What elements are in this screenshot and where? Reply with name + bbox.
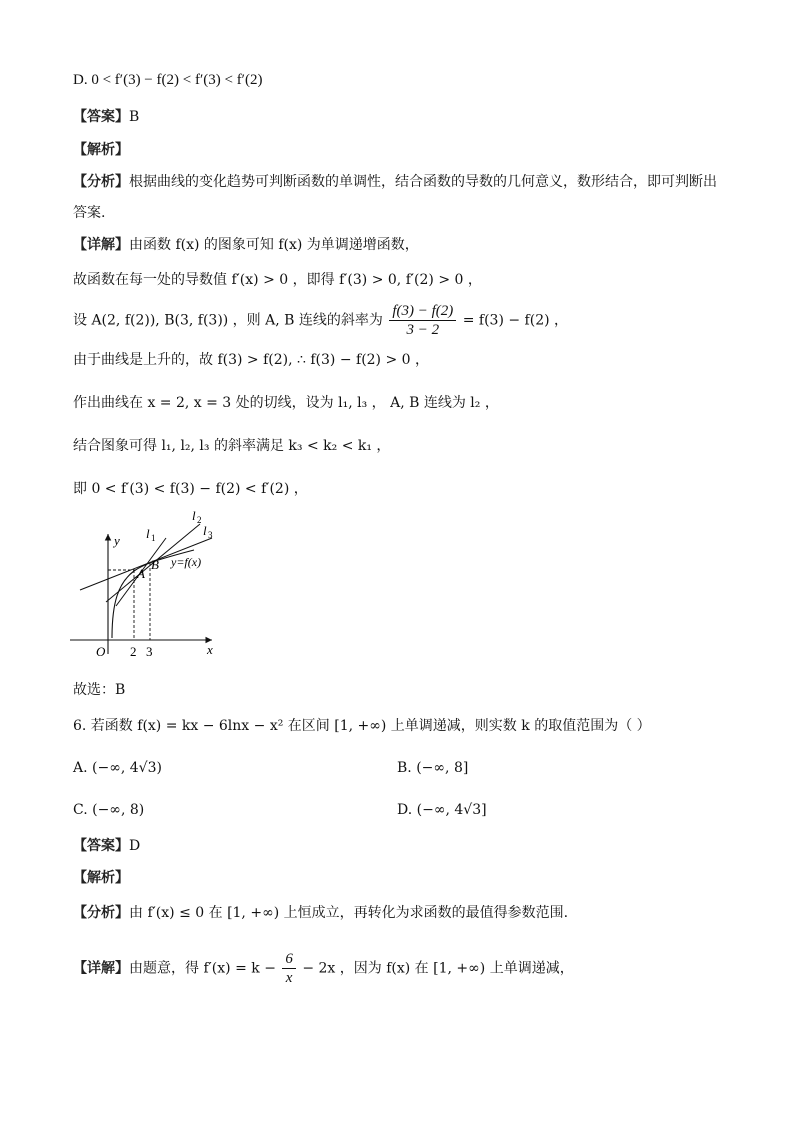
slope-fraction (389, 302, 456, 339)
x-label: x (207, 642, 213, 657)
q6-stem: 6. 若函数 f(x) = kx − 6lnx − x² 在区间 [1, +∞) 上单调递减，则实数 k 的取值范围为（ ） (73, 718, 651, 734)
q5-detail-row-5: 作出曲线在 x = 2, x = 3 处的切线，设为 l₁, l₃ ， A, B 连线为 l₂ ， (73, 395, 499, 411)
q6-option-a: A. (−∞, 4√3) (73, 760, 162, 776)
tick-2: 2 (130, 644, 137, 659)
detail-text: 由函数 f(x) 的图象可知 f(x) 为单调递增函数， (129, 237, 419, 253)
answer-tag: 【答案】 (73, 838, 129, 854)
q5-conclusion: 故选：B (73, 682, 126, 698)
l2-label: l (192, 508, 196, 523)
answer-value: D (129, 838, 141, 854)
q6-option-b: B. (−∞, 8] (397, 760, 469, 776)
q5-detail-row-7: 即 0 < f′(3) < f(3) − f(2) < f′(2) ， (73, 481, 308, 497)
answer-tag: 【答案】 (73, 109, 129, 125)
six-over-x-fraction (282, 950, 296, 987)
answer-value: B (129, 109, 140, 125)
point-b-label: B (151, 557, 159, 572)
q5-detail-row-1 (73, 235, 419, 255)
q5-detail-row-6: 结合图象可得 l₁, l₂, l₃ 的斜率满足 k₃ < k₂ < k₁ ， (73, 438, 391, 454)
q6-option-d: D. (−∞, 4√3] (397, 802, 487, 818)
fenxi-text: 根据曲线的变化趋势可判断函数的单调性，结合函数的导数的几何意义，数形结合，即可判断出 (129, 174, 717, 190)
y-label: y (114, 533, 120, 548)
detail-post: − 2x ，因为 f(x) 在 [1, +∞) 上单调递减， (302, 960, 574, 977)
q6-option-c: C. (−∞, 8) (73, 802, 145, 818)
fraction-denominator: x (285, 970, 293, 986)
origin-label: O (96, 644, 106, 659)
q5-analysis-row (73, 140, 129, 160)
curve-label: y=f(x) (171, 555, 202, 569)
q5-option-d: D. 0 < f′(3) − f(2) < f′(3) < f′(2) (73, 72, 263, 88)
detail-tag: 【详解】 (73, 960, 129, 977)
fenxi-tag: 【分析】 (73, 905, 129, 921)
q5-detail-row-3 (73, 302, 568, 339)
fraction-numerator: f(3) − f(2) (389, 302, 456, 321)
q5-detail-row-2: 故函数在每一处的导数值 f′(x) > 0 ，即得 f′(3) > 0, f′(2) > 0 ， (73, 272, 482, 288)
detail-3-pre: 设 A(2, f(2)), B(3, f(3)) ，则 A, B 连线的斜率为 (73, 312, 383, 329)
q6-answer-row (73, 836, 140, 856)
fraction-denominator: 3 − 2 (406, 322, 440, 338)
l1-sub: 1 (151, 533, 156, 543)
analysis-tag: 【解析】 (73, 870, 129, 886)
tangent-figure (66, 508, 226, 660)
q5-fenxi-continuation: 答案. (73, 205, 106, 221)
fraction-numerator: 6 (282, 950, 296, 969)
l3-label: l (203, 523, 207, 538)
l2-sub: 2 (197, 515, 202, 525)
analysis-tag: 【解析】 (73, 142, 129, 158)
q5-fenxi-row (73, 172, 717, 192)
fenxi-tag: 【分析】 (73, 174, 129, 190)
l3-sub: 3 (208, 530, 213, 540)
q6-fenxi-row (73, 903, 568, 923)
detail-3-post: = f(3) − f(2) ， (462, 312, 569, 329)
l1-label: l (146, 526, 150, 541)
q5-detail-row-4: 由于曲线是上升的，故 f(3) > f(2), ∴ f(3) − f(2) > 0 ， (73, 352, 430, 368)
detail-tag: 【详解】 (73, 237, 129, 253)
point-a-label: A (137, 566, 145, 581)
q5-answer-row (73, 107, 139, 127)
detail-pre: 由题意，得 f′(x) = k − (129, 960, 276, 977)
tick-3: 3 (146, 644, 153, 659)
q6-detail-row (73, 950, 574, 987)
fenxi-text: 由 f′(x) ≤ 0 在 [1, +∞) 上恒成立，再转化为求函数的最值得参数范围. (129, 905, 569, 921)
q6-analysis-row (73, 868, 129, 888)
